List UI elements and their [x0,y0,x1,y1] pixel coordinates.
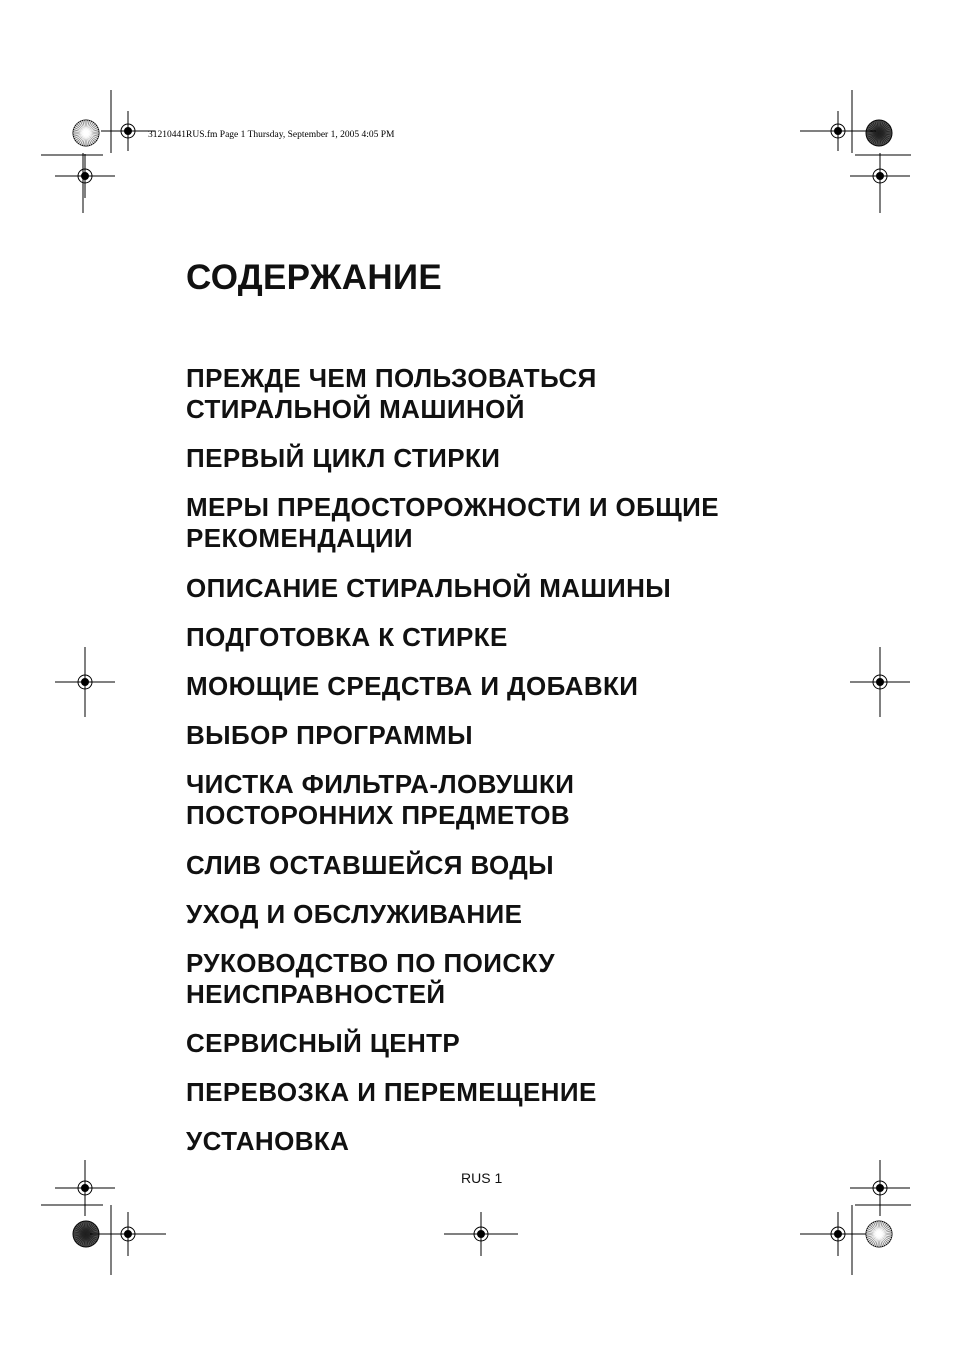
toc-entry [186,720,826,751]
print-header-info: 31210441RUS.fm Page 1 Thursday, September 1, 2005 4:05 PM [148,130,395,140]
toc-entry [186,850,826,881]
toc-entry-line: СТИРАЛЬНОЙ МАШИНОЙ [186,394,525,424]
toc-entry [186,1126,826,1157]
toc-entry-line: МЕРЫ ПРЕДОСТОРОЖНОСТИ И ОБЩИЕ [186,492,719,523]
toc-entry-line: УСТАНОВКА [186,1126,350,1157]
toc-entry-line: ЧИСТКА ФИЛЬТРА-ЛОВУШКИ [186,769,575,800]
toc-entry [186,899,826,930]
registration-mark-icon [444,1212,518,1256]
toc-entry [186,1028,826,1059]
toc-entry [186,443,826,474]
toc-entry-line: НЕИСПРАВНОСТЕЙ [186,978,446,1009]
toc-entry-line: ПЕРВЫЙ ЦИКЛ СТИРКИ [186,443,501,474]
registration-mark-icon [55,154,115,198]
registration-mark-icon [800,1212,876,1256]
registration-mark-icon [850,647,910,717]
toc-entry-line: РУКОВОДСТВО ПО ПОИСКУ [186,947,555,978]
toc-entry-line: ПЕРЕВОЗКА И ПЕРЕМЕЩЕНИЕ [186,1077,597,1108]
toc-entry-line: РЕКОМЕНДАЦИИ [186,523,414,554]
toc-entry [186,573,826,604]
page-title: СОДЕРЖАНИЕ [186,258,443,297]
color-wheel-icon [73,120,99,146]
color-wheel-icon [866,1221,892,1247]
toc-entry [186,671,826,702]
registration-mark-icon [55,647,115,717]
toc-entry-line: СЕРВИСНЫЙ ЦЕНТР [186,1028,461,1059]
toc-entry-line: ПОСТОРОННИХ ПРЕДМЕТОВ [186,800,571,831]
page-number: RUS 1 [461,1170,503,1186]
toc-entry [186,769,826,831]
registration-mark-icon [101,111,155,151]
toc-entry-line: ПРЕЖДЕ ЧЕМ ПОЛЬЗОВАТЬСЯ [186,363,597,393]
toc-entry [186,948,826,1010]
registration-mark-icon [90,1212,166,1256]
toc-entry-line: МОЮЩИЕ СРЕДСТВА И ДОБАВКИ [186,670,639,701]
toc-entry [186,622,826,653]
registration-mark-icon [800,111,876,151]
toc-entry-line: УХОД И ОБСЛУЖИВАНИЕ [186,898,523,929]
table-of-contents [186,363,826,1176]
toc-entry-line: ОПИСАНИЕ СТИРАЛЬНОЙ МАШИНЫ [186,572,672,603]
toc-entry [186,1077,826,1108]
toc-entry [186,363,826,425]
registration-mark-icon [55,1160,115,1216]
toc-entry-line: СЛИВ ОСТАВШЕЙСЯ ВОДЫ [186,849,555,880]
registration-mark-icon [850,1160,910,1216]
color-wheel-icon [866,120,892,146]
toc-entry-line: ВЫБОР ПРОГРАММЫ [186,720,473,751]
toc-entry [186,492,826,554]
toc-entry-line: ПОДГОТОВКА К СТИРКЕ [186,621,508,652]
